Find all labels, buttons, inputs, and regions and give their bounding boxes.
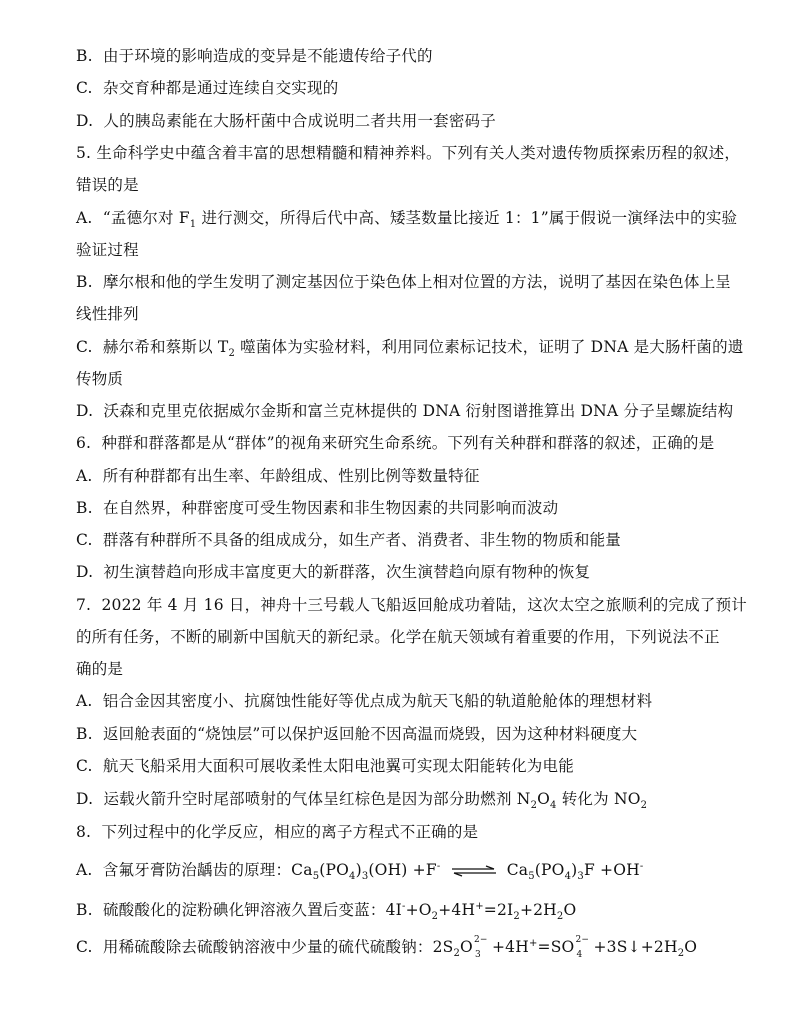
option-b-q4: B. 由于环境的影响造成的变异是不能遗传给子代的 [76,47,433,65]
equilibrium-arrow-icon [450,865,498,877]
option-b-q8: B. 硫酸酸化的淀粉碘化钾溶液久置后变蓝：$4I^-+O_2+4H^+=2I_2+2H_2O$ [76,900,577,923]
option-d-q4: D. 人的胰岛素能在大肠杆菌中合成说明二者共用一套密码子 [76,112,496,130]
question-7-stem: 7. 2022 年 4 月 16 日，神舟十三号载人飞船返回舱成功着陆，这次太空之旅顺利的完成了预计 [76,596,748,614]
question-8-stem: 8. 下列过程中的化学反应，相应的离子方程式不正确的是 [76,823,479,841]
option-b-q5-cont: 线性排列 [76,305,139,323]
option-a-q6: A. 所有种群都有出生率、年龄组成、性别比例等数量特征 [76,467,480,485]
option-b-q7: B. 返回舱表面的“烧蚀层”可以保护返回舱不因高温而烧毁，因为这种材料硬度大 [76,725,638,743]
option-a-q5-cont: 验证过程 [76,241,139,259]
option-a-q5: A. “孟德尔对 $F_1$ 进行测交，所得后代中高、矮茎数量比接近 1：1”属于假说一演绎法中的实验 [76,209,738,231]
option-c-q4: C. 杂交育种都是通过连续自交实现的 [76,79,339,97]
option-c-q5: C. 赫尔希和蔡斯以 $T_2$ 噬菌体为实验材料，利用同位素标记技术，证明了 DNA 是大肠杆菌的遗 [76,338,744,360]
option-b-q5: B. 摩尔根和他的学生发明了测定基因位于染色体上相对位置的方法，说明了基因在染色体上呈 [76,273,731,291]
question-7-stem-end: 确的是 [76,660,124,678]
option-c-q6: C. 群落有种群所不具备的组成成分，如生产者、消费者、非生物的物质和能量 [76,531,621,549]
option-d-q6: D. 初生演替趋向形成丰富度更大的新群落，次生演替趋向原有物种的恢复 [76,563,591,581]
option-a-q7: A. 铝合金因其密度小、抗腐蚀性能好等优点成为航天飞船的轨道舱舱体的理想材料 [76,692,653,710]
question-5-stem: 5. 生命科学史中蕴含着丰富的思想精髓和精神养料。下列有关人类对遗传物质探索历程的叙述， [76,144,741,162]
question-7-stem-cont: 的所有任务，不断的刷新中国航天的新纪录。化学在航天领域有着重要的作用，下列说法不正 [76,628,720,646]
option-d-q7: D. 运载火箭升空时尾部喷射的气体呈红棕色是因为部分助燃剂 $N_2O_4$ 转化为 $NO_2$ [76,790,648,812]
option-d-q5: D. 沃森和克里克依据威尔金斯和富兰克林提供的 DNA 衍射图谱推算出 DNA 分子呈螺旋结构 [76,402,734,420]
option-c-q8: C. 用稀硫酸除去硫酸钠溶液中少量的硫代硫酸钠：$2S_2O$ 2− 3 +4H+=SO 2− 4 $+3S↓+2H_2O$ [76,935,698,960]
sulfate-charge: 2− 4 [575,935,590,960]
question-6-stem: 6. 种群和群落都是从“群体”的视角来研究生命系统。下列有关种群和群落的叙述，正确的是 [76,434,715,452]
option-b-q6: B. 在自然界，种群密度可受生物因素和非生物因素的共同影响而波动 [76,499,559,517]
option-a-q8: A. 含氟牙膏防治龋齿的原理：$Ca_5(PO_4)_3(OH) +F^-$ $Ca_5(PO_4)_3F +OH^-$ [76,860,644,883]
question-5-stem-cont: 错误的是 [76,176,139,194]
option-c-q5-cont: 传物质 [76,370,124,388]
option-c-q7: C. 航天飞船采用大面积可展收柔性太阳电池翼可实现太阳能转化为电能 [76,757,574,775]
thiosulfate-charge: 2− 3 [473,935,488,960]
